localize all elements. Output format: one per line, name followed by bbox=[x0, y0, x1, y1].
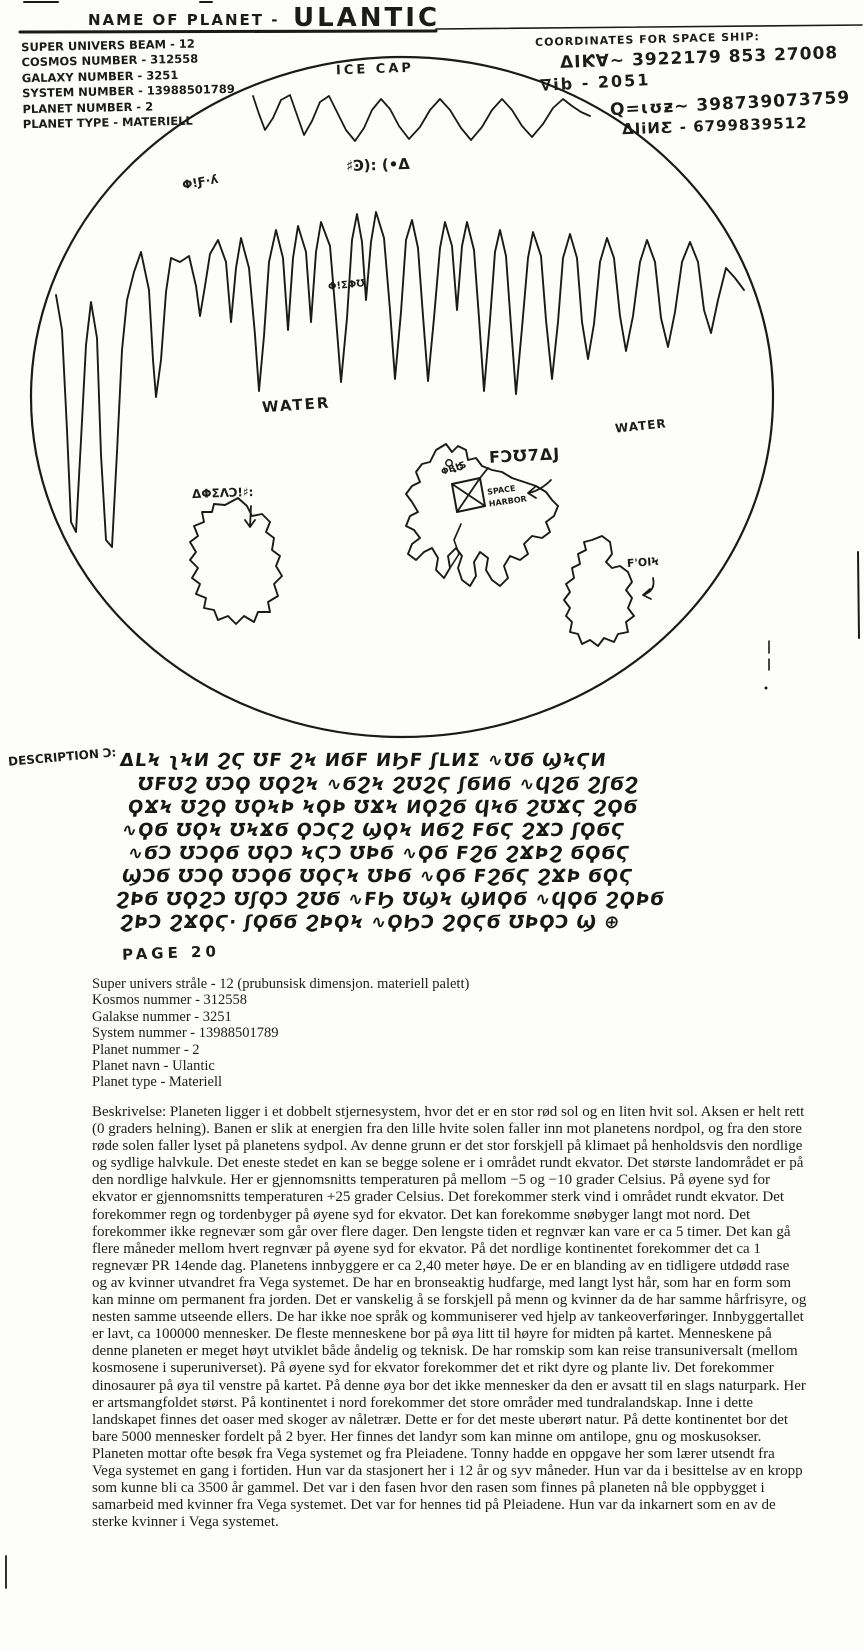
coordinate-line-4: ΔIiͶƸ - 6799839512 bbox=[621, 113, 808, 139]
island-center-glyph: ΦB!Ƽ bbox=[440, 460, 468, 478]
description-label: DESCRIPTION Ͻ: bbox=[7, 745, 117, 769]
detail-kosmos: Kosmos nummer - 312558 bbox=[92, 992, 248, 1009]
island-right-label: F'OIϞ bbox=[626, 554, 660, 571]
right-margin-dot bbox=[765, 687, 768, 690]
detail-superunivers: Super univers stråle - 12 (prubunsisk dimensjon. materiell palett) bbox=[92, 976, 470, 992]
typed-description-paragraph: Beskrivelse: Planeten ligger i et dobbelt stjernesystem, hvor det er en stor rød sol og en liten hvit sol. Aksen er helt rett (0 graders helning). Banen er slik at energien fra den lille hvite solen faller inn mot planetens nordpol, og fra den store røde solen faller lyset på planetens sydpol. Av denne grunn er det stor forskjell på klimaet på henholdsvis den nordlige og sydlige halvkule. Det eneste stedet en kan se begge solene er i området rundt ekvator. Det største landområdet er på den nordlige halvkule. Her er gjennomsnitts temperaturen på mellom −5 og −10 grader Celsius. På øyene syd for ekvator er gjennomsnitts temperaturen +25 grader Celsius. Det forekommer sterk vind i området rundt ekvator. Det forekommer regn og tordenbyger på øyene syd for ekvator. Det kan forekomme snøbyger langt mot nord. Det forekommer ikke regnevær som går over flere dager. Den lengste tiden et regnvær kan vare er ca 5 timer. Det kan gå flere måneder mellom hvert regnvær på øyene syd for ekvator. På det nordlige kontinentet forekommer det ca 1 regnevær PR 14ende dag. Planetens innbyggere er ca 2,40 meter høye. De er en blanding av en tidligere utdødd rase og av kvinner utvandret fra Vega systemet. De har en bronseaktig hudfarge, med langt lyst hår, som har en form som kan minne om permanent fra jorden. Det er vanskelig å se forskjell på menn og kvinner da de har samme hårfrisyre, og nesten samme utseende ellers. De har ikke noe språk og kommuniserer ved hjelp av tankeoverføringer. Innbyggertallet er lavt, ca 100000 mennesker. De fleste menneskene bor på øya litt til høyre for midten på kartet. Menneskene på denne planeten er meget høyt utviklet både åndelig og teknisk. De har romskip som kan reise transuniversalt (mellom kosmosene i superuniverset). På øyene syd for ekvator forekommer det et rikt dyre og plante liv. Det forekommer dinosaurer på øya til venstre på kartet. På denne øya bor det ikke mennesker da den er avsatt til en slags naturpark. Her er artsmangfoldet størst. På kontinentet i nord forekommer det store områder med tundralandskap. Inne i dette landskapet finnes det oaser med skoger av nåletrær. Dette er for det meste uberørt natur. På dette kontinentet bor det bare 5000 mennesker fordelt på 2 byer. Her finnes det landyr som kan minne om antilope, gnu og moskusokser. Planeten mottar ofte besøk fra Vega systemet og fra Pleiadene. Tonny hadde en oppgave her som lærer utsendt fra Vega systemet en gang i fortiden. Hun var da stasjonert her i 12 år og syv måneder. Hun var da i besittelse av en kropp som kunne bli ca 3500 år gammel. Det var i den fasen hvor den rasen som finnes på planeten nå ble oppbygget i samarbeid med kvinner fra Vega systemet. Det var for hennes tid på Pleiadene. Hun var da inkarnert som en av de sterke kvinner i Vega systemet. bbox=[92, 1104, 807, 1531]
glyph-northwest: Φ!Ƒ·ʎ bbox=[181, 171, 220, 193]
alien-script-line-1: ΔLϞ ʅϞͶ ϨϚ ƱϜ ϨϞ ͶϬϜ ͶϦϜ ʃLͶΣ ∿ƱϬ ϢϞϚͶ bbox=[118, 750, 608, 771]
info-line-cosmos: COSMOS NUMBER - 312558 bbox=[21, 51, 199, 70]
coordinate-line-2: ∇ib - 2051 bbox=[539, 70, 651, 95]
island-center-label: FϽƱ7ΔЈ bbox=[488, 444, 561, 467]
glyph-midocean: Φ!ΣΦƱ bbox=[327, 278, 366, 293]
page-number: PAGE 20 bbox=[121, 942, 221, 964]
island-right-outline bbox=[564, 536, 634, 646]
info-line-superunivers: SUPER UNIVERS BEAM - 12 bbox=[21, 36, 195, 55]
alien-script-line-3: ϘϪϞ ƱϨϘ ƱϘϞϷ ϞϘϷ ƱϪϞ ͶϘϨϬ ϤϞϬ ϨƱϪϚ ϨϘϬ bbox=[126, 797, 640, 818]
coordinate-line-1: ΔIƘ∀~ 3922179 853 27008 bbox=[559, 43, 839, 73]
water-label-right: WATER bbox=[614, 416, 668, 436]
alien-script-line-7: ϨϷϬ ƱϘϨϽ ƱʃϘϽ ϨƱϬ ∿ϜϦ ƱϢϞ ϢͶϘϬ ∿ϤϘϬ ϨϘϷϬ bbox=[114, 889, 666, 910]
info-line-planet-number: PLANET NUMBER - 2 bbox=[22, 99, 154, 116]
header-rule bbox=[436, 25, 862, 29]
coordinate-line-3: Q=ɩʊƶ~ 398739073759 bbox=[609, 87, 851, 121]
info-line-galaxy: GALAXY NUMBER - 3251 bbox=[21, 67, 179, 86]
island-left-label: ΔΦΣΛϽ!♯: bbox=[191, 484, 254, 502]
detail-planet-type: Planet type - Materiell bbox=[92, 1074, 223, 1091]
island-center-outline bbox=[406, 444, 558, 586]
detail-planet-nummer: Planet nummer - 2 bbox=[92, 1041, 200, 1058]
ice-cap-line bbox=[253, 95, 590, 141]
planet-info-block bbox=[21, 36, 236, 133]
north-coastline bbox=[56, 212, 744, 547]
page-title bbox=[88, 2, 440, 32]
page-title-prefix: NAME OF PLANET - bbox=[88, 11, 280, 29]
coordinates-title: COORDINATES FOR SPACE SHIP: bbox=[534, 30, 760, 49]
right-margin-line bbox=[858, 552, 859, 638]
glyph-north: ♯Ͽ): (•Δ bbox=[345, 154, 411, 176]
info-line-planet-type: PLANET TYPE - MATERIELL bbox=[22, 113, 193, 132]
alien-script-line-5: ∿ϬϽ ƱϽϘϬ ƱϘϽ ϞϚϽ ƱϷϬ ∿ϘϬ ϜϨϬ ϨϪϷϨ ϬϘϬϚ bbox=[126, 843, 632, 864]
typed-details bbox=[92, 976, 469, 1091]
alien-script-line-8: ϨϷϽ ϨϪϘϚ· ʃϘϬϬ ϨϷϘϞ ∿ϘϦϽ ϨϘϚϬ ƱϷϘϽ Ϣ ⊕ bbox=[118, 912, 622, 933]
water-label-left: WATER bbox=[261, 393, 331, 417]
info-line-system: SYSTEM NUMBER - 13988501789 bbox=[22, 81, 236, 101]
space-harbor-label-line1: SPACE bbox=[486, 483, 517, 497]
island-left-outline bbox=[190, 498, 282, 624]
alien-script-line-4: ∿ϘϬ ƱϘϞ ƱϞϪϬ ϘϽϚϨ ϢϘϞ ͶϬϨ ϜϬϚ ϨϪϽ ʃϘϬϚ bbox=[120, 820, 627, 841]
planet-name: ULANTIC bbox=[293, 3, 441, 33]
alien-script-line-6: ϢϽϬ ƱϽϘ ƱϽϘϬ ƱϘϚϞ ƱϷϬ ∿ϘϬ ϜϨϬϚ ϨϪϷ ϬϘϚ bbox=[120, 866, 635, 887]
alien-script-line-2: ƱϜƱϨ ƱϽϘ ƱϘϨϞ ∿ϬϨϞ ϨƱϨϚ ʃϬͶϬ ∿ϤϨϬ ϨʃϬϨ bbox=[136, 774, 640, 795]
detail-galakse: Galakse nummer - 3251 bbox=[92, 1008, 232, 1025]
ice-cap-label: ICE CAP bbox=[335, 60, 415, 79]
island-right-arrow bbox=[643, 578, 654, 599]
space-harbor-label-line2: HARBOR bbox=[488, 494, 528, 509]
detail-system: System nummer - 13988501789 bbox=[92, 1025, 279, 1042]
detail-planet-navn: Planet navn - Ulantic bbox=[92, 1058, 215, 1075]
